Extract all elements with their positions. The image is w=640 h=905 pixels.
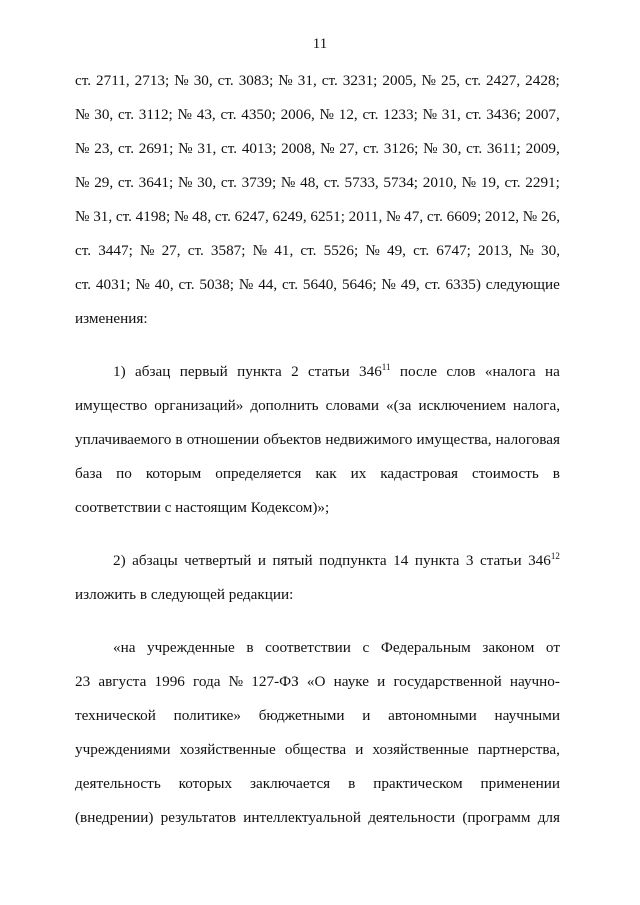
word: 127-ФЗ — [251, 673, 299, 690]
word: в — [348, 775, 356, 792]
word: на — [544, 363, 560, 380]
word: 30, — [541, 242, 560, 259]
text-line: изложить в следующей редакции: — [75, 586, 294, 603]
word: ст. — [362, 106, 379, 123]
word: бюджетными — [258, 707, 345, 724]
word: (внедрении) — [75, 809, 154, 826]
word: 49, — [386, 242, 406, 259]
word: № — [75, 106, 90, 123]
word: Федеральным — [380, 639, 471, 656]
text-line — [75, 363, 560, 397]
word: 6747; — [436, 242, 471, 259]
word: № — [135, 276, 150, 293]
word: 41, — [274, 242, 294, 259]
word: 1) — [113, 363, 126, 380]
word: словами — [325, 397, 379, 414]
word: и — [257, 552, 266, 569]
word: имущество — [75, 397, 148, 414]
word: 27, — [161, 242, 181, 259]
word: 2 — [291, 363, 299, 380]
word: № — [278, 72, 293, 89]
word: № — [238, 276, 254, 293]
word: 30, — [94, 106, 114, 123]
word: четвертый — [184, 552, 252, 569]
word: деятельность — [75, 775, 161, 792]
word: законом — [482, 639, 535, 656]
word: учрежденные — [147, 639, 235, 656]
word: налога, — [513, 397, 560, 414]
word: ст. — [504, 174, 521, 191]
word: ст. — [221, 140, 238, 157]
word: ст. — [117, 140, 134, 157]
word: науке — [333, 673, 370, 690]
word: ст. — [220, 106, 237, 123]
word: 2) — [113, 552, 126, 569]
word: 23 — [75, 673, 91, 690]
word: 6249, — [272, 208, 307, 225]
word: по — [116, 465, 132, 482]
text-line — [75, 397, 560, 431]
text-line — [75, 208, 560, 242]
word: партнерства, — [477, 741, 560, 758]
word: научными — [494, 707, 560, 724]
word: ст. — [75, 242, 92, 259]
word: «О — [306, 673, 326, 690]
word: 48, — [192, 208, 212, 225]
word: 3231; — [342, 72, 378, 89]
word: объектов — [263, 431, 322, 448]
word: результатов — [160, 809, 237, 826]
word: ст. — [75, 276, 92, 293]
word: 23, — [94, 140, 114, 157]
word: 3739; — [241, 174, 277, 191]
word: 2711, — [96, 72, 130, 89]
word: и — [377, 673, 386, 690]
word: 31, — [197, 140, 217, 157]
word: 3112; — [138, 106, 173, 123]
word: исключением — [418, 397, 507, 414]
word: 40, — [154, 276, 174, 293]
word: научно- — [509, 673, 560, 690]
word: ст. — [321, 72, 338, 89]
word: (программ — [462, 809, 531, 826]
word: № — [461, 174, 477, 191]
word: пункта — [414, 552, 460, 569]
word: имущества, — [416, 431, 492, 448]
word: № — [365, 242, 380, 259]
word: 4031; — [95, 276, 131, 293]
text-line — [75, 775, 560, 809]
word: соответствии — [265, 639, 351, 656]
word: № — [75, 140, 90, 157]
word: после — [399, 363, 438, 380]
word: ст. — [464, 72, 482, 89]
word: № — [385, 208, 401, 225]
word: № — [519, 242, 534, 259]
word: в — [175, 431, 183, 448]
word: 5734; — [383, 174, 419, 191]
word: 31, — [93, 208, 113, 225]
word: пятый — [272, 552, 313, 569]
word: 2011, — [348, 208, 383, 225]
word: № — [173, 208, 189, 225]
word: № — [75, 174, 90, 191]
word: государственной — [393, 673, 502, 690]
word: 14 — [393, 552, 409, 569]
word: ст. — [75, 72, 92, 89]
text-line — [75, 140, 560, 174]
word: 6335) — [445, 276, 481, 293]
word: ст. — [117, 106, 134, 123]
word: ст. — [217, 72, 234, 89]
word: стоимость — [471, 465, 539, 482]
word: 5526; — [323, 242, 359, 259]
word: организаций» — [154, 397, 244, 414]
word: № — [75, 208, 90, 225]
word: ст. — [413, 242, 430, 259]
word: в — [552, 465, 560, 482]
word: учреждениями — [75, 741, 171, 758]
word: ст. — [465, 106, 482, 123]
word: как — [315, 465, 337, 482]
word: № — [421, 72, 437, 89]
word: ст. — [187, 242, 204, 259]
word: 1233; — [383, 106, 418, 123]
word: 6609; — [446, 208, 482, 225]
paragraph-quote — [75, 639, 560, 843]
word: № — [422, 106, 438, 123]
word: 31, — [441, 106, 461, 123]
word: 2010, — [422, 174, 457, 191]
word: статьи — [308, 363, 350, 380]
word: ст. — [426, 208, 443, 225]
word: отношении — [186, 431, 260, 448]
word: и — [355, 741, 364, 758]
word: № — [178, 140, 193, 157]
word: № — [320, 140, 335, 157]
word: ст. — [363, 140, 380, 157]
word: 3641; — [138, 174, 174, 191]
paragraph-item-2 — [75, 552, 560, 620]
word: 31, — [297, 72, 317, 89]
text-line — [75, 72, 560, 106]
word: 25, — [441, 72, 460, 89]
word: деятельности — [368, 809, 456, 826]
word: № — [381, 276, 396, 293]
word: и — [362, 707, 371, 724]
word: 3083; — [238, 72, 274, 89]
word: 5640, — [302, 276, 338, 293]
word: 2012, — [484, 208, 520, 225]
text-line — [75, 552, 560, 586]
word: общества — [284, 741, 347, 758]
word: 5733, — [344, 174, 379, 191]
word: кадастровая — [380, 465, 459, 482]
word: ст. — [323, 174, 340, 191]
word: ст. — [220, 174, 237, 191]
text-line — [75, 809, 560, 843]
word: № — [252, 242, 268, 259]
word: 2006, — [280, 106, 315, 123]
word: технической — [75, 707, 156, 724]
word: их — [350, 465, 367, 482]
word: 30, — [442, 140, 462, 157]
word: 49, — [400, 276, 420, 293]
word: 27, — [339, 140, 359, 157]
text-line: соответствии с настоящим Кодексом)»; — [75, 499, 330, 516]
word: 2427, — [486, 72, 521, 89]
text-line — [75, 741, 560, 775]
word: № — [177, 174, 193, 191]
word: 19, — [480, 174, 500, 191]
word: ст. — [282, 276, 299, 293]
word: 3 — [465, 552, 474, 569]
word: 1996 — [154, 673, 185, 690]
text-line — [75, 465, 560, 499]
word: 30, — [197, 174, 217, 191]
text-line — [75, 174, 560, 208]
word: хозяйственные — [372, 741, 469, 758]
word: 5646; — [341, 276, 377, 293]
superscript: 11 — [381, 362, 391, 372]
word: 3126; — [383, 140, 419, 157]
word: 3611; — [486, 140, 521, 157]
word: 29, — [94, 174, 114, 191]
word: № — [139, 242, 155, 259]
word: 26, — [541, 208, 560, 225]
word: «на — [113, 639, 136, 656]
word: 48, — [300, 174, 320, 191]
word: в — [246, 639, 254, 656]
word: подпункта — [319, 552, 387, 569]
paragraph-references — [75, 72, 560, 310]
word: статьи — [479, 552, 522, 569]
paragraph-item-1 — [75, 363, 560, 533]
word: № — [280, 174, 296, 191]
word: с — [362, 639, 370, 656]
word: 44, — [258, 276, 278, 293]
word: № — [174, 72, 189, 89]
word: уплачиваемого — [75, 431, 172, 448]
word: 2428; — [525, 72, 560, 89]
word: 4013; — [241, 140, 277, 157]
word: $346^{12}$ — [528, 551, 560, 569]
word: «(за — [386, 397, 412, 414]
word: 3587; — [210, 242, 246, 259]
word: № — [177, 106, 192, 123]
word: года — [193, 673, 221, 690]
word: 4198; — [135, 208, 171, 225]
word: от — [545, 639, 560, 656]
word: 2007, — [525, 106, 560, 123]
text-line — [75, 431, 560, 465]
superscript: 12 — [550, 551, 560, 561]
page-number: 11 — [312, 36, 328, 52]
word: августа — [98, 673, 147, 690]
word: интеллектуальной — [243, 809, 361, 826]
text-line — [75, 639, 560, 673]
word: определяется — [215, 465, 302, 482]
word: налоговая — [495, 431, 560, 448]
word: № — [319, 106, 334, 123]
word: 2291; — [525, 174, 560, 191]
word: слов — [446, 363, 476, 380]
word: для — [537, 809, 560, 826]
word: которым — [145, 465, 202, 482]
word: ст. — [300, 242, 317, 259]
word: хозяйственные — [179, 741, 276, 758]
word: ст. — [117, 174, 134, 191]
word: абзац — [135, 363, 171, 380]
word: 6251; — [310, 208, 345, 225]
word: автономными — [388, 707, 477, 724]
word: абзацы — [132, 552, 178, 569]
word: недвижимого — [325, 431, 413, 448]
word: которых — [178, 775, 233, 792]
word: ст. — [214, 208, 231, 225]
word: № — [522, 208, 538, 225]
word: 12, — [338, 106, 358, 123]
word: 47, — [404, 208, 424, 225]
word: 2691; — [138, 140, 174, 157]
word: первый — [179, 363, 228, 380]
word: 2013, — [478, 242, 513, 259]
word: следующие — [485, 276, 560, 293]
word: практическом — [373, 775, 463, 792]
word: 2008, — [281, 140, 316, 157]
text-line — [75, 707, 560, 741]
word: применении — [480, 775, 560, 792]
word: дополнить — [250, 397, 319, 414]
word: № — [423, 140, 438, 157]
text-line — [75, 242, 560, 276]
word: пункта — [237, 363, 282, 380]
word: политике» — [173, 707, 241, 724]
text-line — [75, 673, 560, 707]
word: $346^{11}$ — [359, 362, 391, 380]
word: ст. — [466, 140, 483, 157]
document-body — [75, 72, 560, 843]
word: 43, — [196, 106, 216, 123]
word: заключается — [250, 775, 331, 792]
text-line — [75, 106, 560, 140]
word: 30, — [193, 72, 213, 89]
text-line — [75, 276, 560, 310]
word: 3436; — [486, 106, 521, 123]
word: база — [75, 465, 103, 482]
word: № — [228, 673, 244, 690]
word: ст. — [424, 276, 441, 293]
word: 4350; — [241, 106, 276, 123]
word: «налога — [484, 363, 536, 380]
word: 2009, — [525, 140, 560, 157]
word: 5038; — [199, 276, 235, 293]
word: 3447; — [98, 242, 133, 259]
word: ст. — [178, 276, 195, 293]
word: 2713; — [134, 72, 170, 89]
word: 6247, — [234, 208, 269, 225]
word: ст. — [115, 208, 132, 225]
text-line: изменения: — [75, 310, 148, 327]
word: 2005, — [382, 72, 417, 89]
